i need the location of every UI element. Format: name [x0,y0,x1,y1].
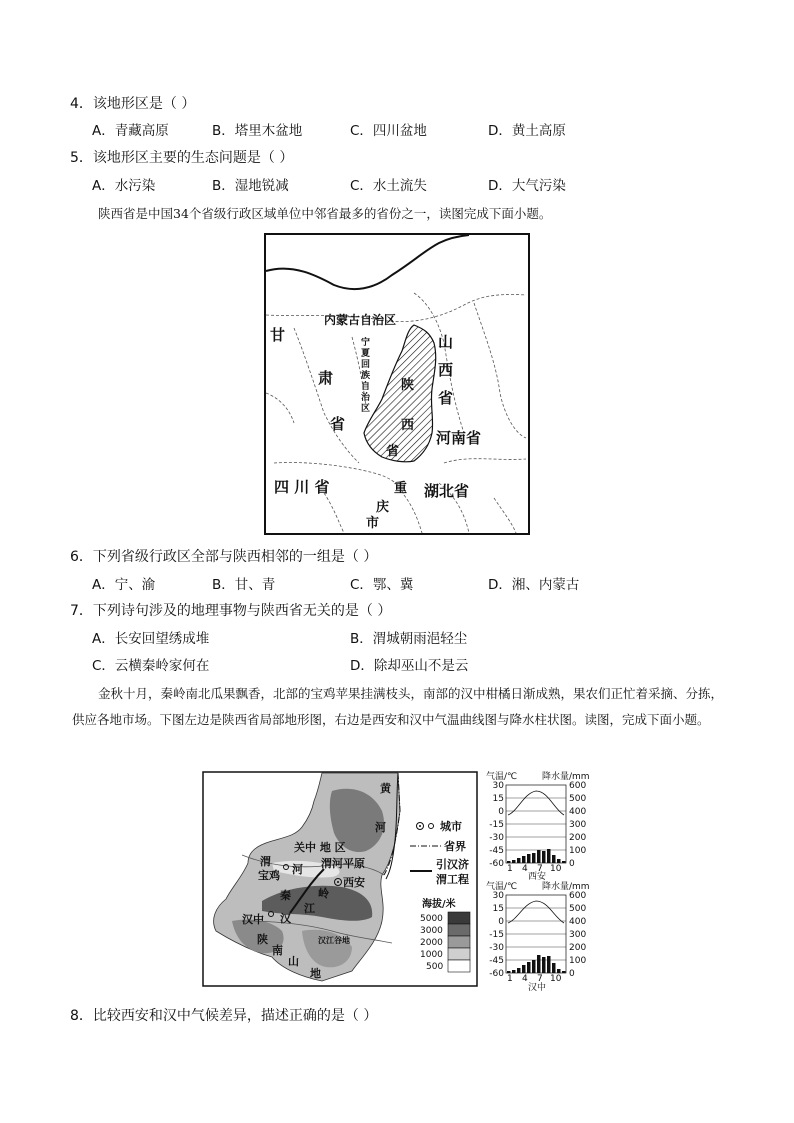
ningxia-c6: 治 [361,393,371,403]
xian-p-200: 200 [569,833,587,843]
label-shaanxi-2: 西 [401,418,415,433]
climate-chart-hanzhong [484,881,592,995]
hanzhong-p-200: 200 [569,943,587,953]
legend-elev-500: 500 [426,962,444,972]
xian-t-30: 30 [492,781,504,791]
legend-project-2: 渭工程 [436,873,469,886]
label-jiang: 江 [304,902,315,915]
q6-option-c[interactable]: C．鄂、冀 [350,577,414,593]
label-hanjiang-valley: 汉江谷地 [318,936,350,945]
label-shan: 陕 [257,933,268,946]
xian-t-m30: -30 [489,833,504,843]
label-wei: 渭 [260,855,271,868]
hanzhong-month-1: 1 [507,974,513,984]
q6-option-a[interactable]: A．宁、渝 [92,577,156,593]
hanzhong-chart-name: 汉中 [528,983,547,993]
label-nan: 南 [272,944,283,957]
shaanxi-topography-map [202,771,478,987]
legend-border: 省界 [444,840,466,853]
label-he: 河 [375,821,386,834]
xian-p-300: 300 [569,820,587,830]
hanzhong-month-7: 7 [537,974,543,984]
label-chongqing-2: 庆 [376,500,390,515]
xian-p-600: 600 [569,781,587,791]
label-huang: 黄 [380,782,391,795]
q6-option-b[interactable]: B．甘、青 [212,577,276,593]
label-shanxi-1: 山 [438,333,454,351]
label-sheng-gansu: 省 [330,415,346,433]
label-inner-mongolia: 内蒙古自治区 [324,313,397,327]
xian-month-4: 4 [522,864,528,874]
hanzhong-p-300: 300 [569,930,587,940]
question-5-stem: 5．该地形区主要的生态问题是（ ） [70,150,294,166]
xian-month-1: 1 [507,864,513,874]
label-he2: 河 [292,863,303,876]
intro-paragraph-1: 陕西省是中国34个省级行政区域单位中邻省最多的省份之一，读图完成下面小题。 [98,206,552,221]
xian-month-10: 10 [550,864,562,874]
q4-option-c[interactable]: C．四川盆地 [350,123,427,139]
hanzhong-precip-label: 降水量/mm [542,882,590,892]
ningxia-c4: 族 [361,371,371,381]
label-shan2: 山 [288,955,299,968]
hanzhong-temp-label: 气温/℃ [486,882,518,892]
xian-p-400: 400 [569,807,587,817]
hanzhong-t-30: 30 [492,891,504,901]
q7-option-b[interactable]: B．渭城朝雨浥轻尘 [350,631,468,647]
climate-chart-xian [484,771,592,881]
label-shaanxi-3: 省 [386,444,400,459]
question-4-stem: 4．该地形区是（ ） [70,96,196,112]
q4-option-b[interactable]: B．塔里木盆地 [212,123,303,139]
hanzhong-p-500: 500 [569,904,587,914]
legend-elev-title: 海拔/米 [422,899,456,910]
xian-p-0: 0 [569,859,575,869]
xian-precip-label: 降水量/mm [542,772,590,782]
label-chongqing-1: 重 [394,481,408,496]
intro-paragraph-2: 金秋十月，秦岭南北瓜果飘香，北部的宝鸡苹果挂满枝头，南部的汉中柑橘日渐成熟，果农们正忙着采摘、分拣，供应各地市场。下图左边是陕西省局部地形图，右边是西安和汉中气温曲线图与降水柱状图。读图，完成下面小题。 [72,686,724,727]
xian-t-15: 15 [492,794,504,804]
label-xian: 西安 [343,876,365,889]
ningxia-c7: 区 [361,404,371,414]
shaanxi-neighbors-map [264,233,530,535]
xian-t-0: 0 [498,807,504,817]
q7-option-d[interactable]: D．除却巫山不是云 [350,658,469,674]
label-shanxi-2: 西 [438,361,454,379]
question-7-stem: 7．下列诗句涉及的地理事物与陕西省无关的是（ ） [70,603,392,619]
q4-option-a[interactable]: A．青藏高原 [92,123,169,139]
legend-city: 城市 [440,820,462,833]
label-han: 汉 [280,912,291,925]
xian-chart-name: 西安 [528,872,547,881]
q5-option-a[interactable]: A．水污染 [92,178,156,194]
q7-option-a[interactable]: A．长安回望绣成堆 [92,631,210,647]
xian-month-7: 7 [537,864,543,874]
hanzhong-p-400: 400 [569,917,587,927]
hanzhong-month-10: 10 [550,974,562,984]
xian-temp-label: 气温/℃ [486,772,518,782]
hanzhong-month-4: 4 [522,974,528,984]
hanzhong-t-m15: -15 [489,930,504,940]
label-chongqing-3: 市 [366,516,380,531]
label-shanxi-3: 省 [438,389,454,407]
q5-option-b[interactable]: B．湿地锐减 [212,178,289,194]
hanzhong-p-100: 100 [569,956,587,966]
question-8-stem: 8．比较西安和汉中气候差异，描述正确的是（ ） [70,1008,378,1024]
hanzhong-t-m45: -45 [489,956,504,966]
hanzhong-t-15: 15 [492,904,504,914]
legend-elev-1000: 1000 [420,950,443,960]
legend-elev-2000: 2000 [420,938,443,948]
ningxia-c3: 回 [361,360,371,370]
label-hubei: 湖北省 [424,482,470,500]
hanzhong-t-m60: -60 [489,969,504,979]
hanzhong-p-600: 600 [569,891,587,901]
label-qin: 秦 [280,889,291,902]
legend-elev-3000: 3000 [420,926,443,936]
xian-t-m60: -60 [489,859,504,869]
label-henan: 河南省 [436,429,482,447]
label-guanzhong: 关中 地 区 [294,841,346,854]
label-hanzhong: 汉中 [242,913,264,926]
label-ling: 岭 [318,887,329,900]
label-shaanxi-1: 陕 [401,378,415,393]
label-su: 肃 [318,369,334,387]
ningxia-c2: 夏 [361,349,371,359]
hanzhong-t-0: 0 [498,917,504,927]
xian-t-m45: -45 [489,846,504,856]
q5-option-c[interactable]: C．水土流失 [350,178,427,194]
xian-p-500: 500 [569,794,587,804]
question-6-stem: 6．下列省级行政区全部与陕西相邻的一组是（ ） [70,549,378,565]
q4-option-d[interactable]: D．黄土高原 [488,123,566,139]
q6-option-d[interactable]: D．湘、内蒙古 [488,577,580,593]
label-baoji: 宝鸡 [258,869,280,882]
q7-option-c[interactable]: C．云横秦岭家何在 [92,658,210,674]
xian-t-m15: -15 [489,820,504,830]
label-di: 地 [310,967,321,980]
label-sichuan: 四 川 省 [274,478,330,496]
legend-elev-5000: 5000 [420,914,443,924]
xian-p-100: 100 [569,846,587,856]
hanzhong-p-0: 0 [569,969,575,979]
hanzhong-t-m30: -30 [489,943,504,953]
label-weihe-plain: 渭河平原 [321,857,365,870]
label-gan: 甘 [270,326,286,344]
q5-option-d[interactable]: D．大气污染 [488,178,566,194]
legend-project-1: 引汉济 [436,858,469,871]
label-ningxia [361,336,371,414]
ningxia-c1: 宁 [361,338,371,348]
ningxia-c5: 自 [361,382,371,392]
